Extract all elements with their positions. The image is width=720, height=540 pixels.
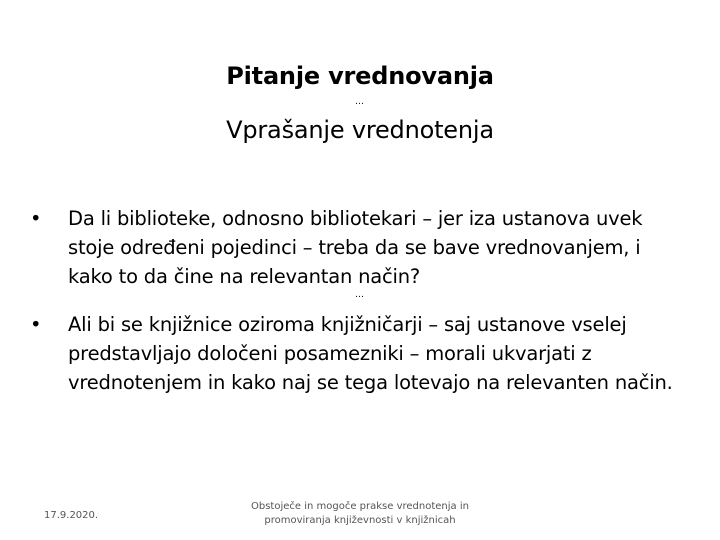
bullet-text: Ali bi se knjižnice oziroma knjižničarji – saj ustanove vselej predstavljajo določeni posamezniki – morali ukvarjati z vrednotenjem in kako naj se tega lotevajo na relevanten način. — [68, 313, 673, 394]
title-separator: … — [355, 97, 365, 107]
slide-subtitle: Vprašanje vrednotenja — [226, 116, 494, 144]
bullet-text: Da li biblioteke, odnosno bibliotekari – jer iza ustanova uvek stoje određeni pojedinci – treba da se bave vrednovanjem, i kako to da čine na relevantan način? — [68, 207, 643, 288]
footer-caption-line: Obstoječe in mogoče prakse vrednotenja in — [251, 501, 469, 512]
footer-caption — [230, 500, 490, 528]
bullet-marker: • — [30, 313, 42, 336]
bullet-marker: • — [30, 207, 42, 230]
slide-title: Pitanje vrednovanja — [226, 62, 494, 90]
bullet-item — [30, 204, 690, 291]
bullet-list — [30, 204, 690, 397]
bullet-separator: … — [355, 290, 365, 300]
bullet-item — [30, 310, 690, 397]
footer-caption-line: promoviranja književnosti v knjižnicah — [264, 515, 456, 526]
footer-date: 17.9.2020. — [44, 510, 99, 521]
